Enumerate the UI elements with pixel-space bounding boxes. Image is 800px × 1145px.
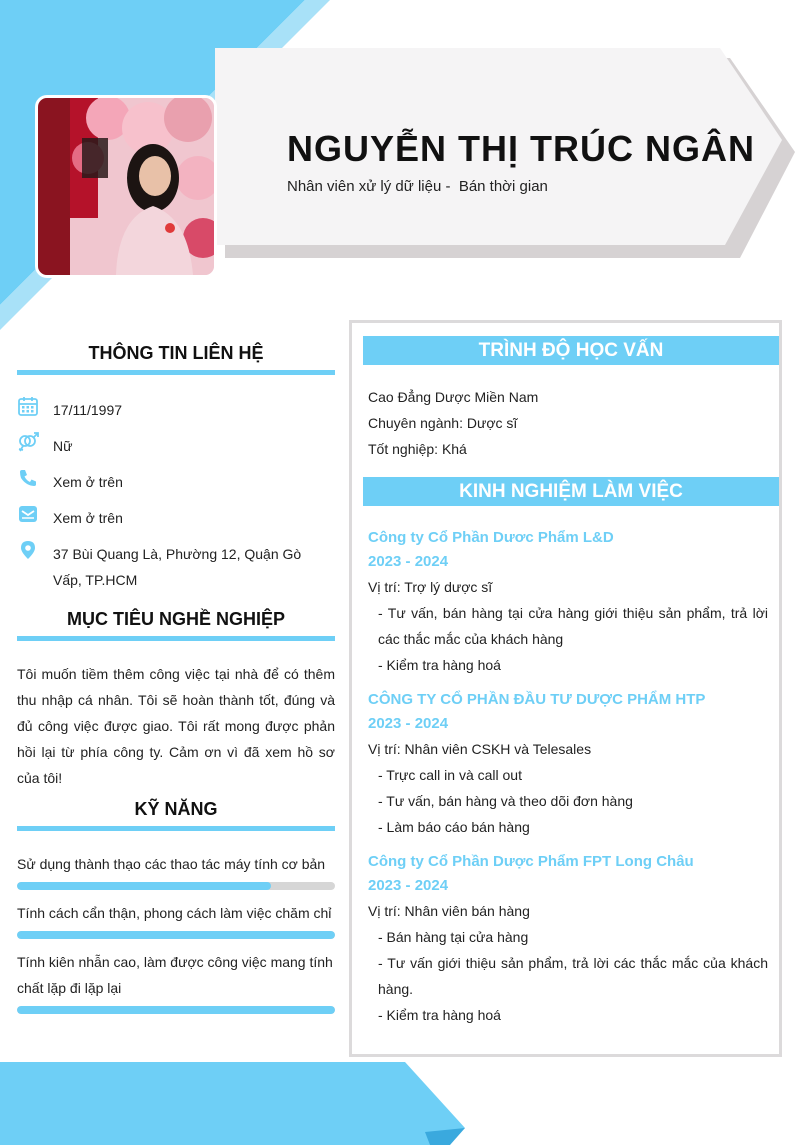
birthdate-value: 17/11/1997 [53, 402, 123, 418]
skills-heading-underline [17, 826, 335, 831]
skill-bar-fill [17, 1006, 335, 1014]
skills-heading: KỸ NĂNG [134, 799, 218, 819]
address-value: 37 Bùi Quang Là, Phường 12, Quận Gò Vấp, TP.HCM [53, 546, 302, 588]
objective-heading: MỤC TIÊU NGHỀ NGHIỆP [66, 609, 285, 629]
skill-label: Tính kiên nhẫn cao, làm được công việc mang tính chất lặp đi lặp lại [17, 954, 333, 996]
education-grade: Tốt nghiệp: Khá [368, 441, 467, 457]
education-heading: TRÌNH ĐỘ HỌC VẤN [363, 336, 779, 365]
skill-bar-fill [17, 931, 335, 939]
job-position: Vị trí: Nhân viên CSKH và Telesales [368, 741, 592, 757]
education-school: Cao Đẳng Dược Miền Nam [368, 389, 539, 405]
job-company: CÔNG TY CỔ PHẦN ĐẦU TƯ DƯỢC PHẨM HTP [368, 691, 706, 708]
job-task: - Bán hàng tại cửa hàng [378, 929, 529, 945]
phone-icon [17, 467, 39, 489]
footer-credit[interactable]: © Timviec365.vn [647, 1121, 772, 1136]
job-task: - Trực call in và call out [378, 767, 522, 783]
skill-bar-fill [17, 882, 271, 890]
job-period: 2023 - 2024 [368, 877, 449, 894]
calendar-icon [17, 395, 39, 417]
email-icon [17, 503, 39, 525]
gender-icon [17, 431, 39, 453]
education-major: Chuyên ngành: Dược sĩ [368, 415, 518, 431]
skill-bar [17, 931, 335, 939]
contact-heading-underline [17, 370, 335, 375]
job-company: Công ty Cổ Phần Dươc Phẩm L&D [368, 529, 614, 546]
objective-heading-underline [17, 636, 335, 641]
job-period: 2023 - 2024 [368, 715, 449, 732]
skill-label: Sử dụng thành thạo các thao tác máy tính cơ bản [17, 856, 326, 872]
objective-text: Tôi muốn tiềm thêm công việc tại nhà để có thêm thu nhập cá nhân. Tôi sẽ hoàn thành tốt, đúng và đủ công việc được giao. Tôi rất mong được phản hồi lại từ phía công ty. Cảm ơn vì đã xem hồ sơ của tôi! [17, 666, 335, 786]
job-title: Nhân viên xử lý dữ liệu - Bán thời gian [287, 178, 548, 195]
job-task: - Kiểm tra hàng hoá [378, 657, 501, 673]
skill-label: Tính cách cẩn thận, phong cách làm việc chăm chỉ [17, 905, 332, 921]
contact-heading: THÔNG TIN LIÊN HỆ [88, 343, 264, 363]
gender-value: Nữ [53, 438, 73, 454]
job-position: Vị trí: Nhân viên bán hàng [368, 903, 530, 919]
phone-value: Xem ở trên [53, 474, 123, 490]
job-task: - Kiểm tra hàng hoá [378, 1007, 501, 1023]
experience-heading: KINH NGHIỆM LÀM VIỆC [363, 477, 779, 506]
candidate-name: NGUYỄN THỊ TRÚC NGÂN [287, 128, 755, 169]
skill-bar [17, 882, 335, 890]
job-period: 2023 - 2024 [368, 553, 449, 570]
job-position: Vị trí: Trợ lý dược sĩ [368, 579, 493, 595]
profile-photo [35, 95, 217, 278]
job-task: - Tư vấn, bán hàng và theo dõi đơn hàng [378, 793, 633, 809]
job-task: - Tư vấn giới thiệu sản phẩm, trả lời các thắc mắc của khách hàng. [378, 955, 768, 997]
job-task: - Làm báo cáo bán hàng [378, 819, 530, 835]
location-icon [17, 539, 39, 561]
skill-bar [17, 1006, 335, 1014]
job-company: Công ty Cổ Phần Dược Phẩm FPT Long Châu [368, 853, 694, 870]
job-task: - Tư vấn, bán hàng tại cửa hàng giới thiệu sản phẩm, trả lời các thắc mắc của khách hàng [378, 605, 768, 647]
email-value: Xem ở trên [53, 510, 123, 526]
